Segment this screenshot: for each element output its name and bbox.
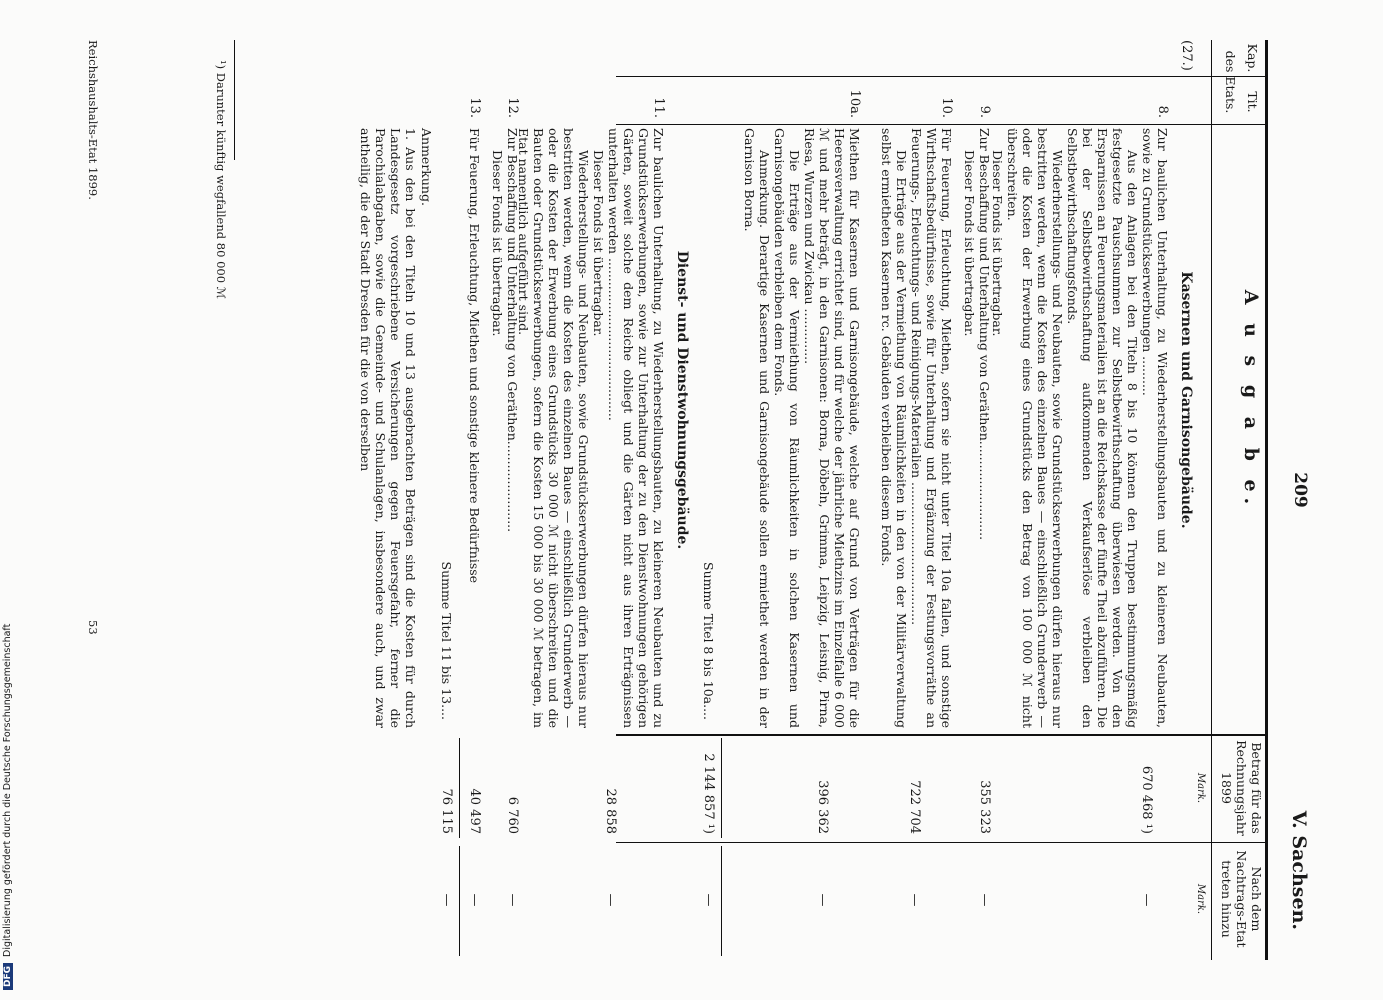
row-line: Zur baulichen Unterhaltung, zu Wiederherstellungsbauten, zu kleineren Neubauten und zu Grundstückserwerbungen, sowie zur Unterhaltung der zu den Dienstwohnungen gehörigen Gärten, soweit solche dem Reiche obliegt und die Gärten nicht aus ihren Erträgnissen unterhalten werden ......................................... <box>606 128 666 728</box>
footer-title: Reichshaushalts-Etat 1899. <box>86 40 100 200</box>
row-text <box>742 128 862 728</box>
row-text <box>962 128 992 728</box>
col-betrag: Betrag für das Rechnungsjahr 1899 <box>1219 740 1264 836</box>
col-nachtrag: Nach dem Nachtrags-Etat treten hinzu <box>1219 850 1264 948</box>
state-heading: V. Sachsen. <box>1288 810 1310 930</box>
col-nachtrag-unit: Mark. <box>1195 883 1206 915</box>
page-number: 209 <box>1290 472 1310 508</box>
footnote: ¹) Darunter künftig wegfallend 80 000 ℳ <box>214 60 228 299</box>
nachtrag-amount: — <box>1139 893 1154 907</box>
column-rule <box>616 734 1266 736</box>
amount: 670 468 ¹) <box>1139 765 1154 834</box>
row-text <box>516 128 666 728</box>
column-rule <box>616 124 1266 125</box>
nachtrag-amount: — <box>505 893 520 907</box>
row-line: Miethen für Kasernen und Garnisongebäude, welche auf Grund von Verträgen für die Heeresverwaltung errichtet sind, und für welche der jährliche Miethzins im Einzelfalle 6 000 ℳ und mehr beträgt, in den Garnisonen: Borna, Döbeln, Grimma, Leipzig, Leisnig, Pirna, Riesa, Wurzen und Zwickau .............. <box>802 128 862 728</box>
row-note: Die Erträge aus der Vermiethung von Räumlichkeiten in solchen Kasernen und Garnisongebäuden verbleiben dem Fonds. <box>772 128 802 728</box>
column-rule <box>616 842 1266 843</box>
nachtrag-amount: — <box>977 893 992 907</box>
row-note: Dieser Fonds ist übertragbar. <box>591 150 606 337</box>
sidebar-text: Digitalisierung gefördert durch die Deutsche Forschungsgemeinschaft <box>2 623 13 957</box>
tit-number: 11. <box>651 97 666 118</box>
nachtrag-amount: — <box>815 893 830 907</box>
row-line: Für Feuerung, Erleuchtung, Miethen und sonstige kleinere Bedürfnisse <box>467 128 482 584</box>
tit-number: 9. <box>977 105 992 118</box>
amount: 396 362 <box>815 780 830 834</box>
nachtrag-amount: — <box>603 893 618 907</box>
col-des-etats: des Etats. <box>1223 50 1238 114</box>
sum-rule <box>459 846 460 956</box>
footnote-rule <box>234 40 235 160</box>
sum-label: Summe Titel 11 bis 13.... <box>439 561 454 720</box>
sum-rule <box>721 846 722 956</box>
sum-rule <box>459 738 460 838</box>
row-line: Für Feuerung, Erleuchtung, Miethen, sofern sie nicht unter Titel 10a fallen, und sonstige Wirthschaftsbedürfnisse, sowie für Unterhaltung und Ergänzung der Festungsvorräthe an Feuerungs-, Erleuchtungs- und Reinigungs-Materialien .................................... <box>909 128 954 728</box>
table-top-rule <box>1265 40 1268 960</box>
row-line: Zur Beschaffung und Unterhaltung von Geräthen....................... <box>505 128 520 533</box>
row-note: Dieser Fonds ist übertragbar. <box>990 150 1005 337</box>
amount: 6 760 <box>505 796 520 834</box>
subhead-kasernen: Kasernen und Garnisongebäude. <box>1178 271 1194 529</box>
row-note: Wiederherstellungs- und Neubauten, sowie Grundstückserwerbungen dürfen hieraus nur bestritten werden, wenn die Kosten des einzelnen Baues — einschließlich Grunderwerb — oder die Kosten der Erwerbung eines Grundstücks 30 000 ℳ nicht überschreiten und die Bauten oder Grundstückserwerbungen, sofern die Kosten 15 000 bis 30 000 ℳ betragen, im Etat namentlich aufgeführt sind. <box>516 128 591 728</box>
tit-number: 12. <box>505 97 520 118</box>
nachtrag-amount: — <box>467 893 482 907</box>
rotated-document <box>70 20 1310 960</box>
table-header-rule <box>1211 40 1212 960</box>
tit-number: 10. <box>939 97 954 118</box>
amount: 722 704 <box>907 780 922 834</box>
kap-number: (27.) <box>1179 40 1194 71</box>
sum-nachtrag: — <box>701 893 716 907</box>
tit-number: 10a. <box>847 89 862 118</box>
row-note: Die Erträge aus der Vermiethung von Räumlichkeiten in den von der Militärverwaltung selbst ermietheten Kasernen rc. Gebäuden verbleiben diesem Fonds. <box>879 128 909 728</box>
row-text <box>467 128 482 728</box>
subhead-dienst: Dienst- und Dienstwohnungsgebäude. <box>674 250 690 550</box>
col-betrag-unit: Mark. <box>1195 772 1206 804</box>
row-text <box>879 128 954 728</box>
dfg-sidebar <box>2 390 18 990</box>
tit-number: 8. <box>1155 105 1170 118</box>
amount: 355 323 <box>977 780 992 834</box>
tit-number: 13. <box>467 97 482 118</box>
column-rule <box>616 76 1266 77</box>
col-tit: Tit. <box>1245 91 1260 113</box>
sum-rule <box>721 738 722 838</box>
row-note: Wiederherstellungs- und Neubauten, sowie Grundstückserwerbungen dürfen hieraus nur bestritten werden, wenn die Kosten des einzelnen Baues — einschließlich Grunderwerb — oder die Kosten der Erwerbung eines Grundstücks den Betrag von 100 000 ℳ nicht überschreiten. <box>1005 128 1065 728</box>
row-note: Anmerkung. Derartige Kasernen und Garnisongebäude sollen ermiethet werden in der Garnison Borna. <box>742 128 772 728</box>
footer-number: 53 <box>86 620 100 635</box>
row-note: Dieser Fonds ist übertragbar. <box>490 150 505 337</box>
row-text <box>490 128 520 728</box>
row-note: Aus den Anlagen bei den Titeln 8 bis 10 können den Truppen bestimmungsmäßig festgesetzte Pauschsummen zur Selbstbewirthschaftung überwiesen werden. Von den Ersparnissen an Feuerungsmaterialien ist an die Reichskasse der fünfte Theil abzuführen. Die bei der Selbstbewirthschaftung aufkommenden Verkaufserlöse verbleiben den Selbstbewirthschaftungsfonds. <box>1065 128 1140 728</box>
anmerkung-text: 1. Aus den bei den Titeln 10 und 13 ausgebrachten Beträgen sind die Kosten für durch Landesgesetz vorgeschriebene Versicherungen gegen Feuersgefahr, ferner die Parochialabgaben, sowie die Gemeinde- und Schulanlagen, insbesondere auch, und zwar antheilig, die der Stadt Dresden für die von derselben <box>358 128 418 728</box>
row-line: Zur Beschaffung und Unterhaltung von Geräthen......................... <box>977 128 992 541</box>
amount: 28 858 <box>603 788 618 834</box>
sum-nachtrag: — <box>439 893 454 907</box>
section-title: A u s g a b e. <box>1240 289 1262 511</box>
amount: 40 497 <box>467 788 482 834</box>
nachtrag-amount: — <box>907 893 922 907</box>
sum-amount: 2 144 857 ¹) <box>701 753 716 834</box>
col-kap: Kap. <box>1245 43 1260 73</box>
dfg-logo: DFG <box>3 963 13 990</box>
row-text <box>990 128 1170 728</box>
sum-amount: 76 115 <box>439 788 454 834</box>
row-line: Zur baulichen Unterhaltung, zu Wiederherstellungsbauten und zu kleineren Neubauten, sowie zu Grundstückserwerbungen .......... <box>1140 128 1170 728</box>
anmerkung-heading: Anmerkung. <box>419 128 434 206</box>
row-note: Dieser Fonds ist übertragbar. <box>962 150 977 337</box>
sum-label: Summe Titel 8 bis 10a.... <box>701 562 716 720</box>
